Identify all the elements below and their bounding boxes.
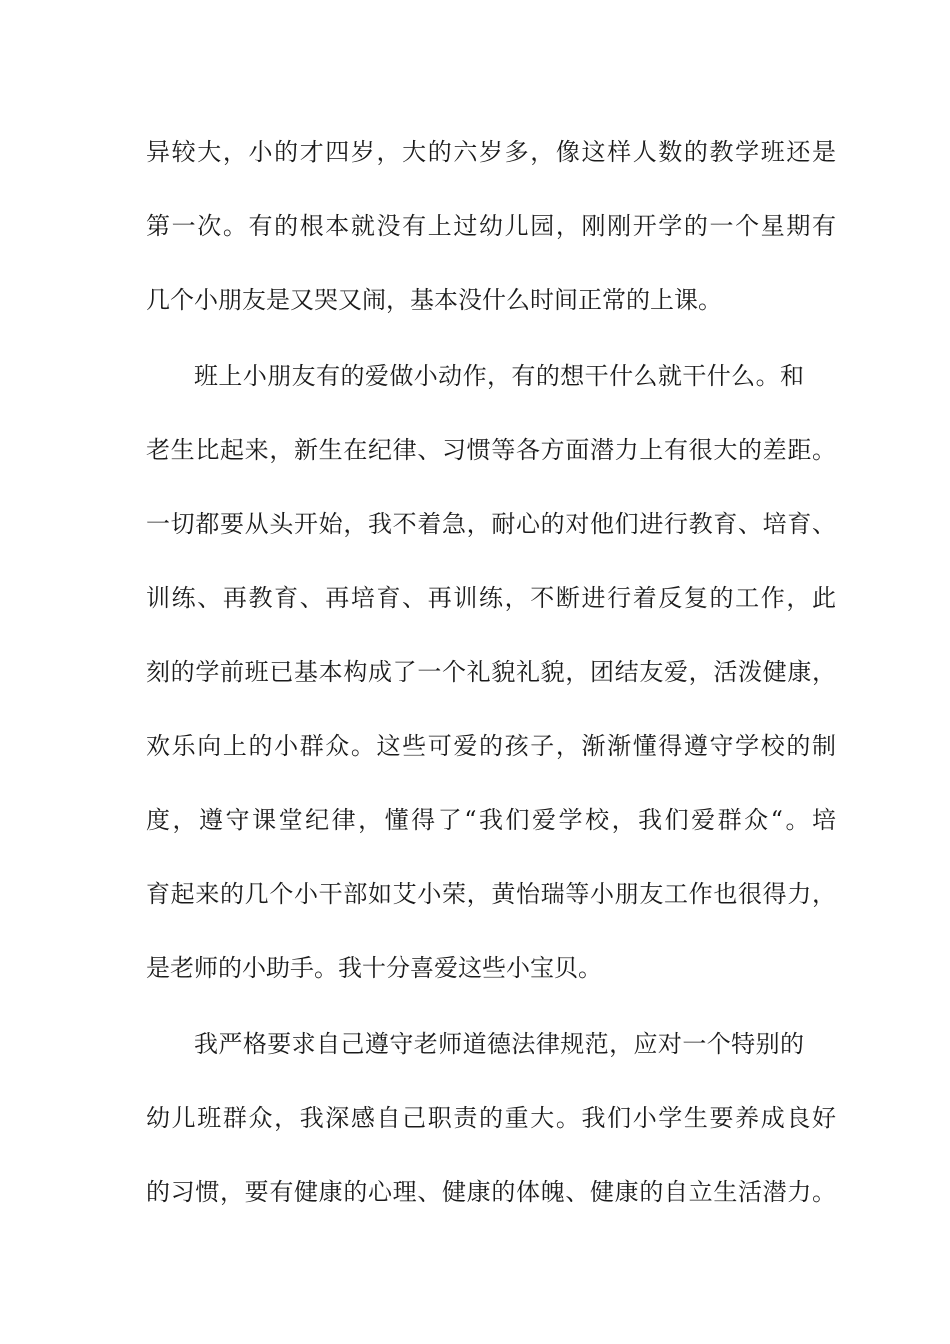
text-line-11: 育起来的几个小干部如艾小荣，黄怡瑞等小朋友工作也很得力， (146, 880, 836, 908)
text-line-1: 异较大，小的才四岁，大的六岁多，像这样人数的教学班还是 (146, 138, 836, 166)
text-line-5: 老生比起来，新生在纪律、习惯等各方面潜力上有很大的差距。 (146, 436, 836, 464)
text-line-7: 训练、再教育、再培育、再训练，不断进行着反复的工作，此 (146, 584, 836, 612)
text-line-14: 幼儿班群众，我深感自己职责的重大。我们小学生要养成良好 (146, 1104, 836, 1132)
text-line-15: 的习惯，要有健康的心理、健康的体魄、健康的自立生活潜力。 (146, 1178, 836, 1206)
text-line-3: 几个小朋友是又哭又闹，基本没什么时间正常的上课。 (146, 286, 722, 314)
text-line-10: 度，遵守课堂纪律，懂得了“我们爱学校，我们爱群众“。培 (146, 806, 836, 834)
text-line-8: 刻的学前班已基本构成了一个礼貌礼貌，团结友爱，活泼健康， (146, 658, 836, 686)
text-line-2: 第一次。有的根本就没有上过幼儿园，刚刚开学的一个星期有 (146, 212, 836, 240)
text-line-6: 一切都要从头开始，我不着急，耐心的对他们进行教育、培育、 (146, 510, 836, 538)
text-line-12: 是老师的小助手。我十分喜爱这些小宝贝。 (146, 954, 602, 982)
paragraph-start-line-13: 我严格要求自己遵守老师道德法律规范，应对一个特别的 (194, 1030, 804, 1058)
text-line-9: 欢乐向上的小群众。这些可爱的孩子，渐渐懂得遵守学校的制 (146, 732, 836, 760)
paragraph-start-line-4: 班上小朋友有的爱做小动作，有的想干什么就干什么。和 (194, 362, 804, 390)
